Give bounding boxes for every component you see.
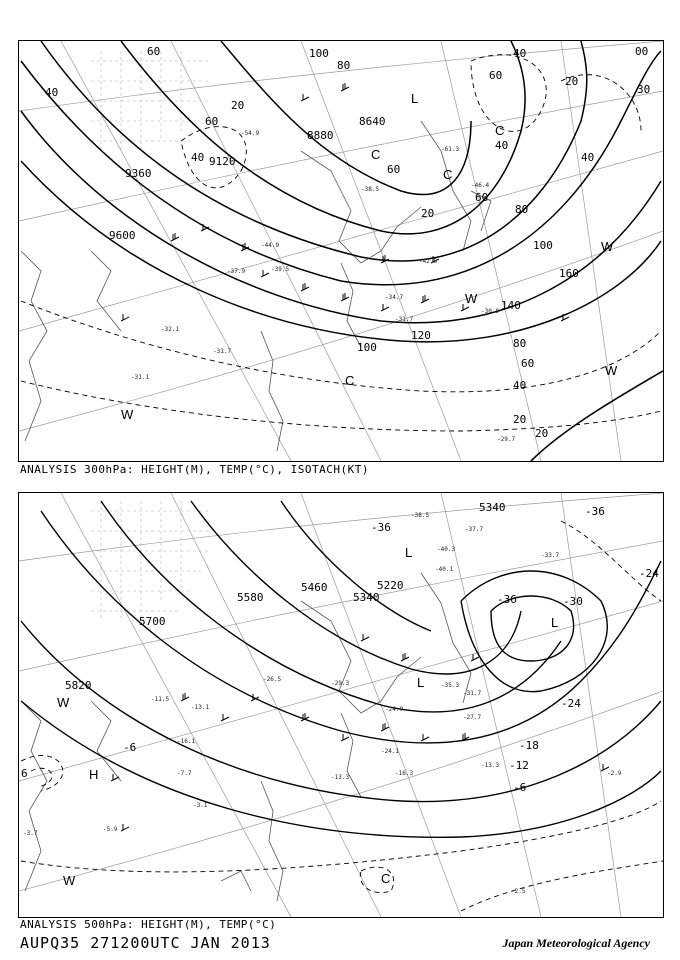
- height-label: 5460: [301, 581, 328, 594]
- station-temp-label: -5.9: [103, 826, 118, 833]
- station-temp-label: -3.1: [193, 802, 208, 809]
- temp-isoline-label: -24: [561, 697, 581, 710]
- pressure-system-label: W: [465, 291, 478, 306]
- isotach-label: 20: [231, 99, 245, 112]
- pressure-system-label: C: [443, 167, 453, 182]
- temp-isoline-label: 6: [21, 767, 28, 780]
- isotach-label: 40: [581, 151, 595, 164]
- isotach-label: 100: [309, 47, 329, 60]
- height-label: 9600: [109, 229, 136, 242]
- isotach-label: 20: [535, 427, 549, 440]
- isotach-label: 40: [513, 47, 527, 60]
- station-temp-label: -38.5: [361, 186, 380, 193]
- station-temp-label: -11.5: [151, 696, 170, 703]
- isotach-label: 100: [357, 341, 377, 354]
- isotach-label: 60: [387, 163, 401, 176]
- isotach-label: 160: [559, 267, 579, 280]
- pressure-system-label: W: [57, 695, 70, 710]
- isotach-strong: [531, 371, 663, 461]
- station-temp-label: -31.1: [131, 374, 150, 381]
- temp-isoline-label: -36: [371, 521, 391, 534]
- isotach-label: 140: [501, 299, 521, 312]
- pressure-system-label: C: [371, 147, 381, 162]
- station-temp-label: -7.7: [177, 770, 192, 777]
- station-temp-label: -13.3: [331, 774, 350, 781]
- isotach-label: 40: [495, 139, 509, 152]
- pressure-system-label: C: [495, 123, 505, 138]
- station-temp-label: -44.9: [261, 242, 280, 249]
- isotach-label: 60: [147, 45, 161, 58]
- station-temp-label: -35.3: [441, 682, 460, 689]
- map-500hpa-canvas: [19, 493, 663, 917]
- station-temp-label: -27.7: [463, 714, 482, 721]
- station-temp-label: -40.1: [435, 566, 454, 573]
- height-label: 8880: [307, 129, 334, 142]
- temp-isoline-label: -6: [513, 781, 527, 794]
- height-label: 8640: [359, 115, 386, 128]
- isotach-label: 20: [421, 207, 435, 220]
- pressure-system-label: W: [601, 239, 614, 254]
- station-temp-label: -42.5: [419, 258, 438, 265]
- pressure-system-label: W: [121, 407, 134, 422]
- isotach-label: 120: [411, 329, 431, 342]
- isotach-label: 60: [521, 357, 535, 370]
- station-temp-label: -38.5: [411, 512, 430, 519]
- isotach-label: 40: [191, 151, 205, 164]
- isotach-label: 60: [205, 115, 219, 128]
- station-temp-label: -31.7: [395, 316, 414, 323]
- isotach-label: 00: [635, 45, 649, 58]
- temp-isoline-label: -30: [563, 595, 583, 608]
- pressure-system-label: L: [551, 615, 559, 630]
- bulletin-code-and-time: AUPQ35 271200UTC JAN 2013: [20, 934, 271, 952]
- hatched-area: [91, 51, 211, 151]
- pressure-system-label: H: [89, 767, 99, 782]
- station-temp-label: -26.5: [263, 676, 282, 683]
- station-temp-label: -39.5: [271, 266, 290, 273]
- pressure-system-label: L: [411, 91, 419, 106]
- station-temp-label: -24.1: [381, 748, 400, 755]
- station-temp-label: -3.7: [23, 830, 38, 837]
- station-temp-label: -13.1: [191, 704, 210, 711]
- temp-isoline-label: -6: [123, 741, 137, 754]
- station-temp-label: -16.1: [177, 738, 196, 745]
- pressure-system-label: L: [417, 675, 425, 690]
- temp-isoline-label: -12: [509, 759, 529, 772]
- pressure-system-label: W: [605, 363, 618, 378]
- temp-isoline-label: -36: [585, 505, 605, 518]
- pressure-system-label: C: [345, 373, 355, 388]
- station-temp-label: -29.7: [497, 436, 516, 443]
- temp-isoline-label: -36: [497, 593, 517, 606]
- station-temp-label: -40.3: [437, 546, 456, 553]
- coastlines: [21, 121, 491, 451]
- height-label: 5340: [353, 591, 380, 604]
- pressure-system-label: C: [381, 871, 391, 886]
- temp-isoline-label: -18: [519, 739, 539, 752]
- station-temp-label: -37.7: [465, 526, 484, 533]
- pressure-system-label: W: [63, 873, 76, 888]
- isotach-label: 60: [475, 191, 489, 204]
- station-temp-label: -31.7: [463, 690, 482, 697]
- height-contours: [21, 501, 661, 837]
- height-label: 5220: [377, 579, 404, 592]
- map-500-labels: [21, 501, 659, 895]
- height-label: 9120: [209, 155, 236, 168]
- map-300-labels: [45, 45, 650, 443]
- agency-credit: Japan Meteorological Agency: [502, 936, 650, 950]
- caption-500hpa: ANALYSIS 500hPa: HEIGHT(M), TEMP(°C): [20, 918, 277, 931]
- isotach-label: 100: [533, 239, 553, 252]
- isotach-label: 20: [565, 75, 579, 88]
- station-temp-label: -37.9: [227, 268, 246, 275]
- height-label: 5580: [237, 591, 264, 604]
- isotach-label: 80: [515, 203, 529, 216]
- caption-300hpa: ANALYSIS 300hPa: HEIGHT(M), TEMP(°C), ISOTACH(KT): [20, 463, 370, 476]
- map-300hpa-canvas: [19, 41, 663, 461]
- station-temp-label: -31.7: [213, 348, 232, 355]
- station-temp-label: -2.5: [511, 888, 526, 895]
- station-temp-label: -32.1: [161, 326, 180, 333]
- graticule: [19, 41, 663, 461]
- station-temp-label: -16.3: [395, 770, 414, 777]
- station-temp-label: -33.7: [541, 552, 560, 559]
- wind-barbs-500: [111, 634, 609, 831]
- station-temp-label: -29.3: [331, 680, 350, 687]
- isotach-label: 80: [513, 337, 527, 350]
- station-temp-label: -54.9: [241, 130, 260, 137]
- temp-isoline-label: -24: [639, 567, 659, 580]
- analysis-300hpa-map: [18, 40, 664, 462]
- station-temp-label: -34.7: [385, 294, 404, 301]
- isotach-label: 30: [637, 83, 651, 96]
- station-temp-label: -46.4: [471, 182, 490, 189]
- isotach-label: 40: [45, 86, 59, 99]
- isotach-label: 20: [513, 413, 527, 426]
- station-temp-label: -2.9: [607, 770, 622, 777]
- height-label: 9360: [125, 167, 152, 180]
- height-label: 5700: [139, 615, 166, 628]
- height-label: 5820: [65, 679, 92, 692]
- height-label: 5340: [479, 501, 506, 514]
- isotach-label: 40: [513, 379, 527, 392]
- isotach-label: 80: [337, 59, 351, 72]
- station-temp-label: -13.3: [481, 762, 500, 769]
- station-temp-label: -61.3: [441, 146, 460, 153]
- analysis-500hpa-map: [18, 492, 664, 918]
- isotach-label: 60: [489, 69, 503, 82]
- station-temp-label: -24.9: [385, 706, 404, 713]
- station-temp-label: -30.9: [481, 308, 500, 315]
- pressure-system-label: L: [405, 545, 413, 560]
